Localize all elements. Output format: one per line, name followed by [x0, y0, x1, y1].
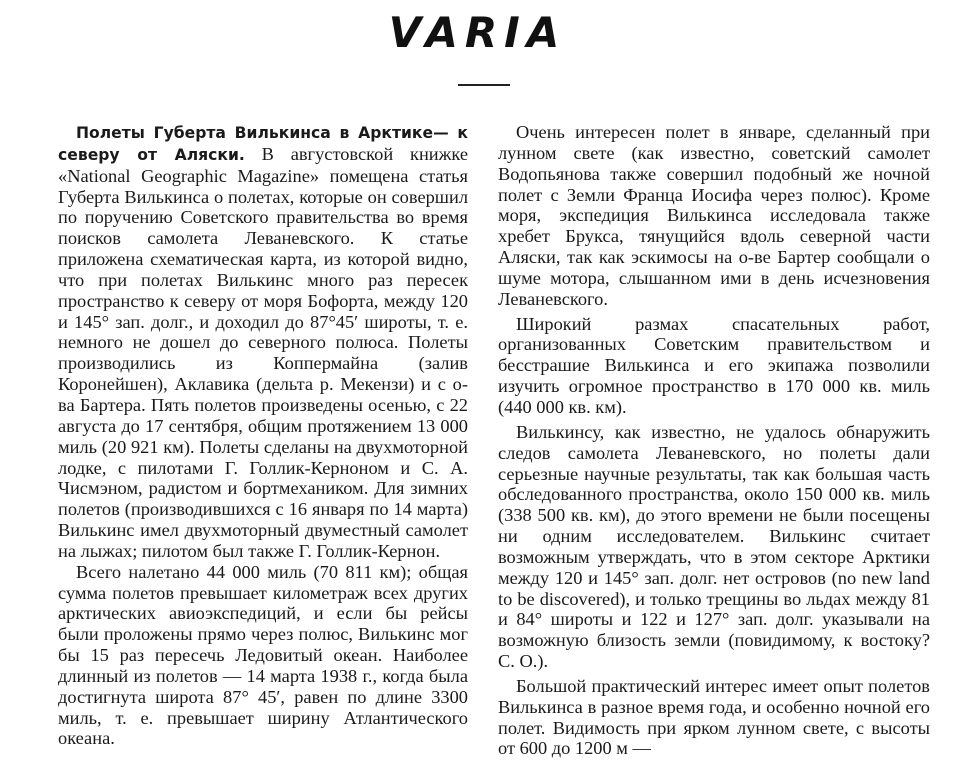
- page-title: VARIA: [388, 8, 567, 57]
- right-paragraph-3: Вилькинсу, как известно, не удалось обнаружить следов самолета Леваневского, но полеты дали серьезные научные результаты, так как большая часть обследованного пространства, около 150 000 кв. миль (338 500 кв. км), до этого времени не были посещены ни одним исследователем. Вилькинс считает возможным утверждать, что в этом секторе Арктики между 120 и 145° зап. долг. нет островов (no new land to be discovered), и только трещины во льдах между 81 и 84° широты и 122 и 127° зап. долг. указывали на возможную близость земли (повидимому, к востоку? С. О.).: [498, 421, 930, 672]
- right-paragraph-2: Широкий размах спасательных работ, организованных Советским правительством и бесстрашие Вилькинса и его экипажа позволили изучить огромное пространство в 170 000 кв. миль (440 000 кв. км).: [498, 313, 930, 417]
- left-column: [58, 122, 468, 749]
- article-heading: Полеты Губерта Вилькинса в Арктике— к северу от Аляски.: [58, 124, 468, 164]
- left-paragraph-1: [58, 122, 468, 562]
- left-paragraph-1-text: В августовской книжке «National Geographic Magazine» помещена статья Губерта Вилькинса о полетах, которые он совершил по поручению Советского правительства во время поисков самолета Леваневского. К статье приложена схематическая карта, из которой видно, что при полетах Вилькинс много раз пересек пространство к северу от моря Бофорта, между 120 и 145° зап. долг., и доходил до 87°45′ широты, т. е. немного не дошел до северного полюса. Полеты производились из Коппермайна (залив Коронейшен), Аклавика (дельта р. Мекензи) и с о-ва Бартера. Пять полетов произведены осенью, с 22 августа до 17 сентября, общим протяжением 13 000 миль (20 921 км). Полеты сделаны на двухмоторной лодке, с пилотами Г. Голлик-Керноном и С. А. Чисмэном, радистом и бортмехаником. Для зимних полетов (производившихся с 16 января по 14 марта) Вилькинс имел двухмоторный двуместный самолет на лыжах; пилотом был также Г. Голлик-Кернон.: [58, 143, 468, 561]
- title-rule: [458, 84, 510, 86]
- right-column: [498, 122, 930, 759]
- right-paragraph-1: Очень интересен полет в январе, сделанный при лунном свете (как известно, советский самолет Водопьянова также совершил подобный же ночной полет с Земли Франца Иосифа через полюс). Кроме моря, экспедиция Вилькинса исследовала также хребет Брукса, тянущийся вдоль северной части Аляски, так как эскимосы на о-ве Бартер сообщали о шуме мотора, слышанном ими в день исчезновения Леваневского.: [498, 122, 930, 309]
- left-paragraph-2: Всего налетано 44 000 миль (70 811 км); общая сумма полетов превышает километраж всех других арктических авиоэкспедиций, и если бы рейсы были проложены прямо через полюс, Вилькинс мог бы 15 раз пересечь Ледовитый океан. Наиболее длинный из полетов — 14 марта 1938 г., когда была достигнута широта 87° 45′, равен по длине 3300 миль, т. е. превышает ширину Атлантического океана.: [58, 561, 468, 749]
- right-paragraph-4: Большой практический интерес имеет опыт полетов Вилькинса в разное время года, и особенно ночной его полет. Видимость при ярком лунном свете, с высоты от 600 до 1200 м —: [498, 675, 930, 759]
